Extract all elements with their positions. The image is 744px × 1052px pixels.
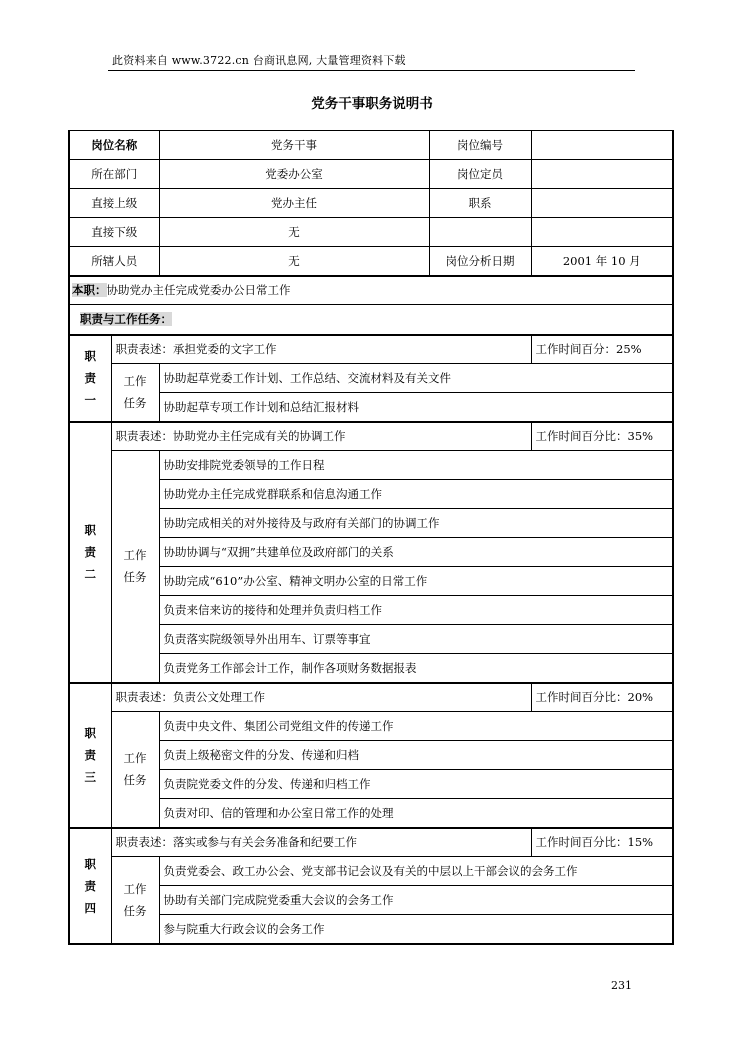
duty-statement: 职责表述：落实或参与有关会务准备和纪要工作 [111, 828, 531, 857]
staffing-label: 岗位定员 [429, 160, 531, 189]
duties-heading-row [69, 305, 673, 335]
duty-label-text: 职责三 [84, 726, 96, 784]
header-rule [108, 70, 635, 71]
subordinate-label: 直接下级 [69, 218, 159, 247]
task-label-text: 工作任务 [123, 374, 147, 411]
duty-statement: 职责表述：协助党办主任完成有关的协调工作 [111, 422, 531, 451]
analysis-date-label: 岗位分析日期 [429, 247, 531, 276]
summary-row [69, 276, 673, 305]
empty-cell [429, 218, 531, 247]
post-name-value: 党务干事 [159, 131, 429, 160]
task-item: 协助完成“610”办公室、精神文明办公室的日常工作 [159, 567, 673, 596]
duty-label-text: 职责一 [84, 349, 96, 407]
summary-text: 协助党办主任完成党委办公日常工作 [106, 283, 291, 298]
series-label: 职系 [429, 189, 531, 218]
duty-label [69, 683, 111, 828]
analysis-date-value: 2001 年 10 月 [531, 247, 673, 276]
task-label [111, 712, 159, 828]
task-item: 负责对印、信的管理和办公室日常工作的处理 [159, 799, 673, 828]
governed-label: 所辖人员 [69, 247, 159, 276]
task-label [111, 451, 159, 683]
task-item: 协助起草专项工作计划和总结汇报材料 [159, 393, 673, 422]
duty-label [69, 422, 111, 683]
post-code-label: 岗位编号 [429, 131, 531, 160]
duty-label-text: 职责四 [84, 856, 96, 915]
task-item: 负责党务工作部会计工作，制作各项财务数据报表 [159, 654, 673, 683]
duty-label [69, 828, 111, 944]
empty-cell [531, 218, 673, 247]
task-item: 协助协调与“双拥”共建单位及政府部门的关系 [159, 538, 673, 567]
duty-label [69, 335, 111, 422]
task-item: 参与院重大行政会议的会务工作 [159, 915, 673, 944]
task-item: 负责上级秘密文件的分发、传递和归档 [159, 741, 673, 770]
task-item: 负责院党委文件的分发、传递和归档工作 [159, 770, 673, 799]
subordinate-value: 无 [159, 218, 429, 247]
task-item: 协助起草党委工作计划、工作总结、交流材料及有关文件 [159, 364, 673, 393]
duty-percent: 工作时间百分比：35% [531, 422, 673, 451]
governed-value: 无 [159, 247, 429, 276]
post-name-label: 岗位名称 [69, 131, 159, 160]
task-item: 负责来信来访的接待和处理并负责归档工作 [159, 596, 673, 625]
task-label-text: 工作任务 [123, 751, 147, 788]
task-label [111, 857, 159, 944]
duties-heading: 职责与工作任务： [80, 312, 172, 327]
duty-statement: 职责表述：承担党委的文字工作 [111, 335, 531, 364]
series-value [531, 189, 673, 218]
duty-statement: 职责表述：负责公文处理工作 [111, 683, 531, 712]
duty-percent: 工作时间百分：25% [531, 335, 673, 364]
task-item: 协助完成相关的对外接待及与政府有关部门的协调工作 [159, 509, 673, 538]
staffing-value [531, 160, 673, 189]
dept-value: 党委办公室 [159, 160, 429, 189]
task-item: 负责落实院级领导外出用车、订票等事宜 [159, 625, 673, 654]
task-label-text: 工作任务 [123, 881, 147, 918]
document-title: 党务干事职务说明书 [311, 96, 433, 112]
dept-label: 所在部门 [69, 160, 159, 189]
job-description-table [68, 130, 674, 945]
task-item: 协助安排院党委领导的工作日程 [159, 451, 673, 480]
source-header: 此资料来自 www.3722.cn 台商讯息网, 大量管理资料下载 [112, 54, 406, 67]
task-item: 负责中央文件、集团公司党组文件的传递工作 [159, 712, 673, 741]
superior-value: 党办主任 [159, 189, 429, 218]
superior-label: 直接上级 [69, 189, 159, 218]
task-item: 协助有关部门完成院党委重大会议的会务工作 [159, 886, 673, 915]
duty-label-text: 职责二 [84, 523, 96, 581]
summary-label: 本职： [72, 283, 107, 298]
task-label [111, 364, 159, 422]
duty-percent: 工作时间百分比：15% [531, 828, 673, 857]
page-number: 231 [611, 979, 632, 992]
task-label-text: 工作任务 [123, 548, 147, 585]
post-code-value [531, 131, 673, 160]
task-item: 负责党委会、政工办公会、党支部书记会议及有关的中层以上干部会议的会务工作 [159, 857, 673, 886]
task-item: 协助党办主任完成党群联系和信息沟通工作 [159, 480, 673, 509]
duty-percent: 工作时间百分比：20% [531, 683, 673, 712]
